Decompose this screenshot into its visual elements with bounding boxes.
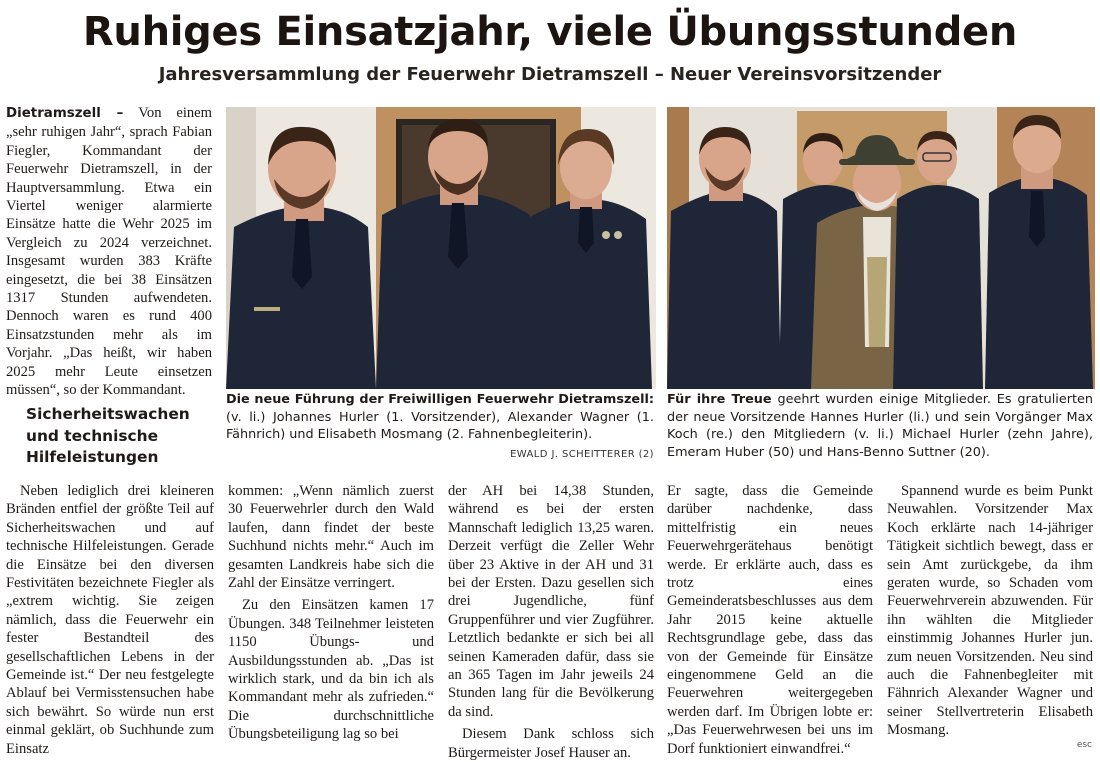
author-signoff: esc [1076, 740, 1092, 750]
lead-column [6, 104, 212, 400]
paragraph: Er sagte, dass die Gemeinde darüber nachdenke, dass mittelfristig ein neues Feuerwehrgerätehaus benötigt werde. Er erklärte auch, dass es trotz eines Gemeinderatsbeschlusses aus dem Jahr 2015 keine aktuelle Rechtsgrundlage gebe, dass das von der Gemeinde für Einsätze eingenommene Geld an die Feuerwehren weitergegeben werden darf. Im Übrigen lobte er: „Das Feuerwehrwesen bei uns im Dorf funktioniert einwandfrei.“ [667, 483, 873, 757]
headline: Ruhiges Einsatzjahr, viele Übungsstunden [82, 9, 1018, 55]
subheadline: Jahresversammlung der Feuerwehr Dietramszell – Neuer Vereinsvorsitzender [158, 64, 942, 85]
paragraph: Spannend wurde es beim Punkt Neuwahlen. Vorsitzender Max Koch erklärte nach 14-jähriger Tätigkeit sichtlich bewegt, dass er sein Amt zurückgebe, da ihm geraten wurde, so Schaden vom Feuerwehrverein abzuwenden. Für ihn wählten die Mitglieder einstimmig Johannes Hurler jun. zum neuen Vorsitzenden. Neu sind auch die Fahnenbegleiter mit Fähnrich Alexander Wagner und seiner Stellvertreterin Elisabeth Mosmang. [887, 483, 1093, 739]
paragraph: kommen: „Wenn nämlich zuerst 30 Feuerwehrler durch den Wald laufen, dann findet der beste Suchhund nichts mehr.“ Auch im gesamten Landkreis habe sich die Zahl der Einsätze verringert. [228, 483, 434, 592]
paragraph: Zu den Einsätzen kamen 17 Übungen. 348 Teilnehmer leisteten 1150 Übungs- und Ausbildungsstunden ab. „Das ist wirklich stark, und da bin ich als Kommandant mehr als zufrieden.“ Die durchschnittliche Übungsbeteiligung lag so bei [228, 597, 434, 743]
photo-leadership-caption [226, 391, 654, 444]
caption-lead: Für ihre Treue [667, 392, 772, 407]
body-column-1 [6, 482, 214, 758]
photo-leadership [226, 107, 656, 389]
paragraph: Neben lediglich drei kleineren Bränden entfiel der größte Teil auf Sicherheitswachen und auf technische Hilfeleistungen. Gerade die Einsätze bei den diversen Festivitäten bezeichnete Fiegler als „extrem wichtig. Sie zeigen nämlich, dass die Feuerwehr ein fester Bestandteil des gesellschaftlichen Lebens in der Gemeinde ist.“ Der neu festgelegte Ablauf bei Vermisstensuchen habe sich bewährt. So würde nun erst einmal geklärt, ob Suchhunde zum Einsatz [6, 483, 214, 757]
photo-honorees-caption [667, 391, 1093, 461]
photo-credit: EWALD J. SCHEITTERER (2) [510, 449, 654, 460]
body-column-4 [667, 482, 873, 758]
body-column-2 [228, 482, 434, 744]
section-heading: Sicherheitswachen und technische Hilfeleistungen [26, 405, 190, 466]
photo-honorees [667, 107, 1095, 389]
lead-text: Von einem „sehr ruhigen Jahr“, sprach Fabian Fiegler, Kommandant der Feuerwehr Dietramszell, in der Hauptversammlung. Etwa ein Viertel weniger alarmierte Einsätze hatte die Wehr 2025 im Vergleich zu 2024 verzeichnet. Insgesamt wurden 383 Kräfte eingesetzt, die bei 38 Einsätzen 1317 Stunden aufwendeten. Dennoch waren es rund 400 Einsatzstunden mehr als im Vorjahr. „Das heißt, wir haben 2025 mehr Leute einsetzen müssen“, so der Kommandant. [6, 105, 212, 399]
body-column-3 [448, 482, 654, 762]
paragraph: der AH bei 14,38 Stunden, während es bei der ersten Mannschaft lediglich 13,25 waren. Derzeit verfügt die Zeller Wehr über 23 Aktive in der AH und 31 bei der Ersten. Dazu gesellen sich drei Jugendliche, fünf Gruppenführer und vier Zugführer. Letztlich bedankte er sich bei all seinen Kameraden dafür, dass sie an 365 Tagen im Jahr jeweils 24 Stunden lang für die Bevölkerung da sind. [448, 483, 654, 720]
caption-text: (v. li.) Johannes Hurler (1. Vorsitzender), Alexander Wagner (1. Fähnrich) und Elisabeth Mosmang (2. Fahnenbegleiterin). [226, 409, 654, 442]
dateline: Dietramszell – [6, 106, 124, 121]
caption-lead: Die neue Führung der Freiwilligen Feuerwehr Dietramszell: [226, 392, 654, 407]
paragraph: Diesem Dank schloss sich Bürgermeister Josef Hauser an. [448, 726, 654, 761]
body-column-5 [887, 482, 1093, 740]
caption-text: geehrt wurden einige Mitglieder. Es gratulierten der neue Vorsitzende Hannes Hurler (li.) und sein Vorgänger Max Koch (re.) den Mitgliedern (v. li.) Michael Hurler (zehn Jahre), Emeram Huber (50) und Hans-Benno Suttner (20). [667, 392, 1093, 460]
